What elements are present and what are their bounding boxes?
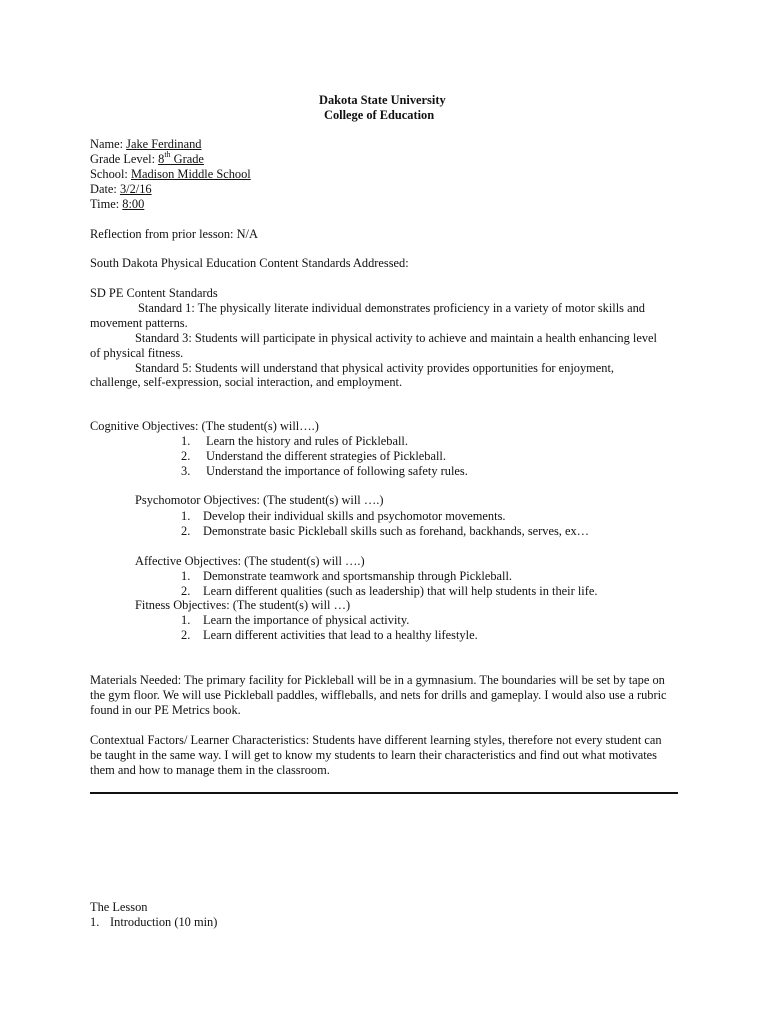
contextual-line-3: them and how to manage them in the classroom. [90, 763, 330, 777]
psychomotor-item: 1. Develop their individual skills and psychomotor movements. [181, 509, 506, 523]
college-title: College of Education [324, 108, 435, 122]
date-line [90, 182, 152, 197]
fitness-item: 1. Learn the importance of physical activity. [181, 613, 410, 627]
standard-5-line-2: challenge, self-expression, social interaction, and employment. [90, 375, 403, 389]
affective-item: 2. Learn different qualities (such as leadership) that will help students in their life. [181, 584, 598, 598]
lesson-title: The Lesson [90, 900, 148, 914]
university-title: Dakota State University [319, 93, 446, 107]
school-line [90, 167, 251, 182]
materials-line-3: found in our PE Metrics book. [90, 703, 241, 717]
psychomotor-title: Psychomotor Objectives: (The student(s) will ….) [135, 493, 384, 507]
cognitive-item: 3. Understand the importance of following safety rules. [181, 464, 468, 478]
sd-pe-title: SD PE Content Standards [90, 286, 218, 300]
grade-line [90, 149, 204, 167]
materials-line-2: the gym floor. We will use Pickleball paddles, wiffleballs, and nets for drills and gameplay. I would also use a rubric [90, 688, 667, 702]
standard-5-line-1: Standard 5: Students will understand that physical activity provides opportunities for enjoyment, [135, 361, 615, 375]
name-line [90, 137, 202, 152]
psychomotor-item: 2. Demonstrate basic Pickleball skills such as forehand, backhands, serves, ex… [181, 524, 590, 538]
horizontal-rule [90, 792, 678, 794]
contextual-line-1: Contextual Factors/ Learner Characteristics: Students have different learning styles, therefore not every student can [90, 733, 662, 747]
affective-title: Affective Objectives: (The student(s) will ….) [135, 554, 365, 568]
grade-value: 8th Grade [158, 149, 204, 166]
time-line [90, 197, 144, 212]
standard-1-line-2: movement patterns. [90, 316, 188, 330]
grade-label: Grade Level: [90, 152, 159, 166]
name-value: Jake Ferdinand [126, 137, 202, 151]
fitness-title: Fitness Objectives: (The student(s) will …) [135, 598, 351, 612]
time-value: 8:00 [122, 197, 145, 211]
affective-item: 1. Demonstrate teamwork and sportsmanship through Pickleball. [181, 569, 513, 583]
school-value: Madison Middle School [130, 167, 251, 181]
contextual-line-2: be taught in the same way. I will get to know my students to learn their characteristics and find out what motivates [90, 748, 657, 762]
standard-1-line-1: Standard 1: The physically literate individual demonstrates proficiency in a variety of motor skills and [138, 301, 645, 315]
fitness-item: 2. Learn different activities that lead to a healthy lifestyle. [181, 628, 478, 642]
standard-3-line-2: of physical fitness. [90, 346, 184, 360]
standard-3-line-1: Standard 3: Students will participate in physical activity to achieve and maintain a health enhancing level [135, 331, 657, 345]
cognitive-item: 2. Understand the different strategies of Pickleball. [181, 449, 446, 463]
cognitive-title: Cognitive Objectives: (The student(s) will….) [90, 419, 319, 433]
cognitive-item: 1. Learn the history and rules of Pickleball. [181, 434, 408, 448]
time-label: Time: [90, 197, 123, 211]
school-label: School: [90, 167, 131, 181]
materials-line-1: Materials Needed: The primary facility for Pickleball will be in a gymnasium. The boundaries will be set by tape on [90, 673, 665, 687]
lesson-item: 1. Introduction (10 min) [90, 915, 218, 929]
standards-heading: South Dakota Physical Education Content Standards Addressed: [90, 256, 409, 270]
name-label: Name: [90, 137, 127, 151]
date-value: 3/2/16 [119, 182, 152, 196]
reflection-line: Reflection from prior lesson: N/A [90, 227, 258, 241]
date-label: Date: [90, 182, 120, 196]
